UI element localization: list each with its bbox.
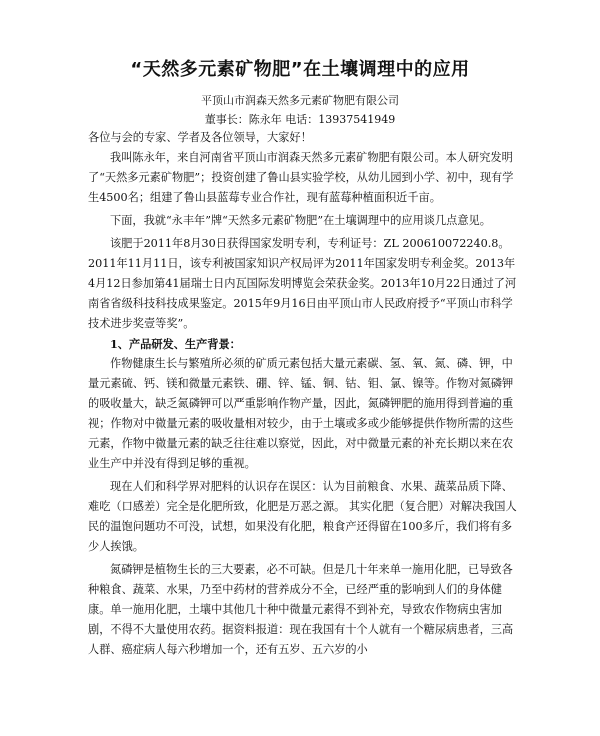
paragraph-patent: 该肥于2011年8月30日获得国家发明专利，专利证号：ZL 200610072240.8。2011年11月11日，该专利被国家知识产权局评为2011年国家发明专利金奖。2013年4月12日参加第41届瑞士日内瓦国际发明博览会荣获金奖。2013年10月22日通过了河南省省级科技科技成果鉴定。2015年9月16日由平顶山市人民政府授予“平顶山市科学技术进步奖壹等奖”。	[88, 237, 517, 330]
document-body	[88, 128, 518, 660]
paragraph-intro: 我叫陈永年，来自河南省平顶山市润森天然多元素矿物肥有限公司。本人研究发明了“天然多元素矿物肥”；投资创建了鲁山县实验学校，从幼儿园到小学、初中，现有学生4500名；组建了鲁山县蓝莓专业合作社，现有蓝莓种植面积近千亩。	[88, 151, 514, 204]
company-name: 平顶山市润森天然多元素矿物肥有限公司	[201, 94, 399, 107]
paragraph-background: 作物健康生长与繁殖所必须的矿质元素包括大量元素碳、氢、氧、氮、磷、钾，中量元素硫、钙、镁和微量元素铁、硼、锌、锰、铜、钴、钼、氯、镍等。作物对氮磷钾的吸收量大，缺乏氮磷钾可以严重影响作物产量，因此，氮磷钾肥的施用得到普遍的重视；作物对中微量元素的吸收量相对较少，由于土壤或多或少能够提供作物所需的这些元素，作物中微量元素的缺乏往往难以察觉，因此，对中微量元素的补充长期以来在农业生产中并没有得到足够的重视。	[88, 357, 514, 470]
contact-line: 董事长：陈永年 电话：13937541949	[204, 113, 396, 126]
paragraph-npk: 氮磷钾是植物生长的三大要素，必不可缺。但是几十年来单一施用化肥，已导致各种粮食、蔬菜、水果，乃至中药材的营养成分不全，已经严重的影响到人们的身体健康。单一施用化肥，土壤中其他几十种中微量元素得不到补充，导致农作物病虫害加剧，不得不大量使用农药。据资料报道：现在我国有十个人就有一个糖尿病患者，三高人群、癌症病人每六秒增加一个，还有五岁、五六岁的小	[88, 563, 514, 656]
paragraph-misconception: 现在人们和科学界对肥料的认识存在误区：认为目前粮食、水果、蔬菜品质下降、难吃（口感差）完全是化肥所致，化肥是万恶之源。 其实化肥（复合肥）对解决我国人民的温饱问题功不可没，试想，如果没有化肥，粮食产还得留在100多斤，我们将有多少人挨饿。	[88, 480, 517, 553]
document-title: “天然多元素矿物肥”在土壤调理中的应用	[130, 59, 470, 80]
paragraph-topic: 下面，我就“永丰年”牌“天然多元素矿物肥”在土壤调理中的应用谈几点意见。	[110, 214, 491, 227]
section-heading: 1、产品研发、生产背景：	[110, 337, 241, 351]
greeting: 各位与会的专家、学者及各位领导，大家好！	[88, 131, 312, 144]
